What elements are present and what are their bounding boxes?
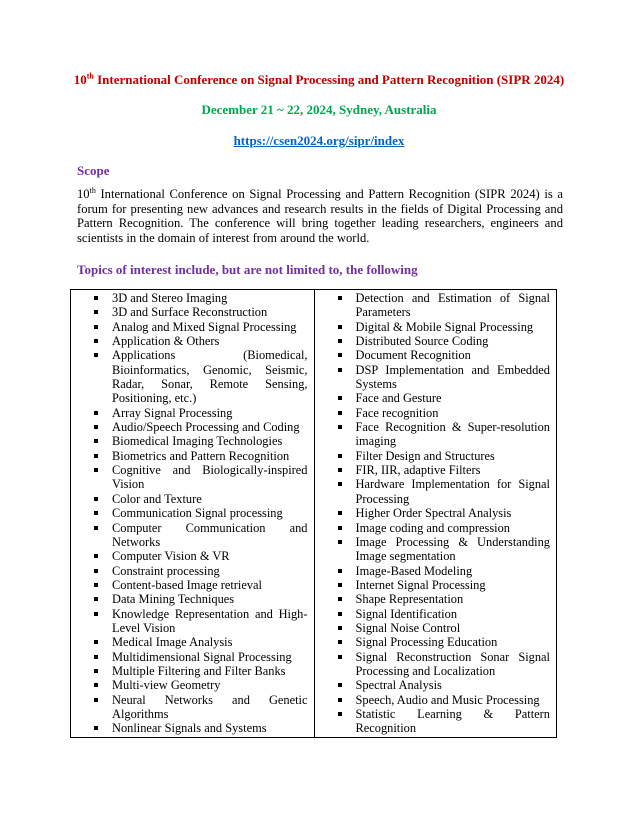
- topics-column-left: [71, 290, 314, 737]
- topic-item: Data Mining Techniques: [93, 592, 308, 606]
- topic-item: Filter Design and Structures: [337, 449, 551, 463]
- topic-item: Multi-view Geometry: [93, 678, 308, 692]
- topic-item: Image Processing & Understanding Image segmentation: [337, 535, 551, 564]
- topic-item: Computer Vision & VR: [93, 549, 308, 563]
- topic-item: Constraint processing: [93, 564, 308, 578]
- topic-item: Biometrics and Pattern Recognition: [93, 449, 308, 463]
- topic-item: Speech, Audio and Music Processing: [337, 693, 551, 707]
- topic-item: Nonlinear Signals and Systems: [93, 721, 308, 735]
- topic-item: Hardware Implementation for Signal Processing: [337, 477, 551, 506]
- topic-item: DSP Implementation and Embedded Systems: [337, 363, 551, 392]
- topic-item: Application & Others: [93, 334, 308, 348]
- topic-item: Audio/Speech Processing and Coding: [93, 420, 308, 434]
- topic-item: Analog and Mixed Signal Processing: [93, 320, 308, 334]
- topic-item: Face Recognition & Super-resolution imaging: [337, 420, 551, 449]
- topic-item: Knowledge Representation and High-Level Vision: [93, 607, 308, 636]
- topic-item: Multiple Filtering and Filter Banks: [93, 664, 308, 678]
- title-ordinal: th: [86, 71, 94, 81]
- conference-title: [0, 72, 638, 88]
- topic-item: Color and Texture: [93, 492, 308, 506]
- scope-heading: Scope: [77, 163, 110, 178]
- topic-item: Detection and Estimation of Signal Parameters: [337, 291, 551, 320]
- topic-item: Spectral Analysis: [337, 678, 551, 692]
- topics-heading: Topics of interest include, but are not limited to, the following: [77, 262, 418, 277]
- topic-item: Cognitive and Biologically-inspired Vision: [93, 463, 308, 492]
- topic-item: Internet Signal Processing: [337, 578, 551, 592]
- conference-link[interactable]: https://csen2024.org/sipr/index: [233, 133, 405, 148]
- topic-item: Statistic Learning & Pattern Recognition: [337, 707, 551, 736]
- topic-item: Communication Signal processing: [93, 506, 308, 520]
- topic-item: Content-based Image retrieval: [93, 578, 308, 592]
- topic-item: Higher Order Spectral Analysis: [337, 506, 551, 520]
- topic-item: Signal Identification: [337, 607, 551, 621]
- conference-dates: December 21 ~ 22, 2024, Sydney, Australia: [201, 102, 437, 117]
- topic-item: Medical Image Analysis: [93, 635, 308, 649]
- topic-item: Document Recognition: [337, 348, 551, 362]
- topic-item: Face recognition: [337, 406, 551, 420]
- title-text: International Conference on Signal Processing and Pattern Recognition (SIPR 2024): [93, 72, 565, 87]
- topic-item: Computer Communication and Networks: [93, 521, 308, 550]
- topic-item: Distributed Source Coding: [337, 334, 551, 348]
- topic-item: Signal Processing Education: [337, 635, 551, 649]
- topic-item: 3D and Surface Reconstruction: [93, 305, 308, 319]
- topic-item: Signal Reconstruction Sonar Signal Processing and Localization: [337, 650, 551, 679]
- topic-item: Shape Representation: [337, 592, 551, 606]
- scope-ordinal: th: [89, 185, 96, 195]
- title-number: 10: [73, 72, 87, 87]
- scope-paragraph: [77, 187, 563, 245]
- topic-item: Signal Noise Control: [337, 621, 551, 635]
- topic-item: 3D and Stereo Imaging: [93, 291, 308, 305]
- scope-body: International Conference on Signal Processing and Pattern Recognition (SIPR 2024) is a forum for presenting new advances and research results in the fields of Digital Processing and Pattern Recognition. The conference will bring together leading researchers, engineers and scientists in the domain of interest from around the world.: [77, 187, 563, 245]
- topic-item: Biomedical Imaging Technologies: [93, 434, 308, 448]
- topic-item: Image-Based Modeling: [337, 564, 551, 578]
- topics-list-right: [337, 291, 551, 736]
- scope-number: 10: [77, 187, 90, 201]
- topics-list-left: [93, 291, 308, 736]
- topic-item: FIR, IIR, adaptive Filters: [337, 463, 551, 477]
- topics-table: [70, 289, 557, 738]
- topic-item: Image coding and compression: [337, 521, 551, 535]
- topic-item: Face and Gesture: [337, 391, 551, 405]
- topic-item: Array Signal Processing: [93, 406, 308, 420]
- topic-item: Digital & Mobile Signal Processing: [337, 320, 551, 334]
- topic-item: Multidimensional Signal Processing: [93, 650, 308, 664]
- topics-column-right: [314, 290, 557, 737]
- topic-item: Neural Networks and Genetic Algorithms: [93, 693, 308, 722]
- topic-item: Applications (Biomedical, Bioinformatics, Genomic, Seismic, Radar, Sonar, Remote Sensing, Positioning, etc.): [93, 348, 308, 405]
